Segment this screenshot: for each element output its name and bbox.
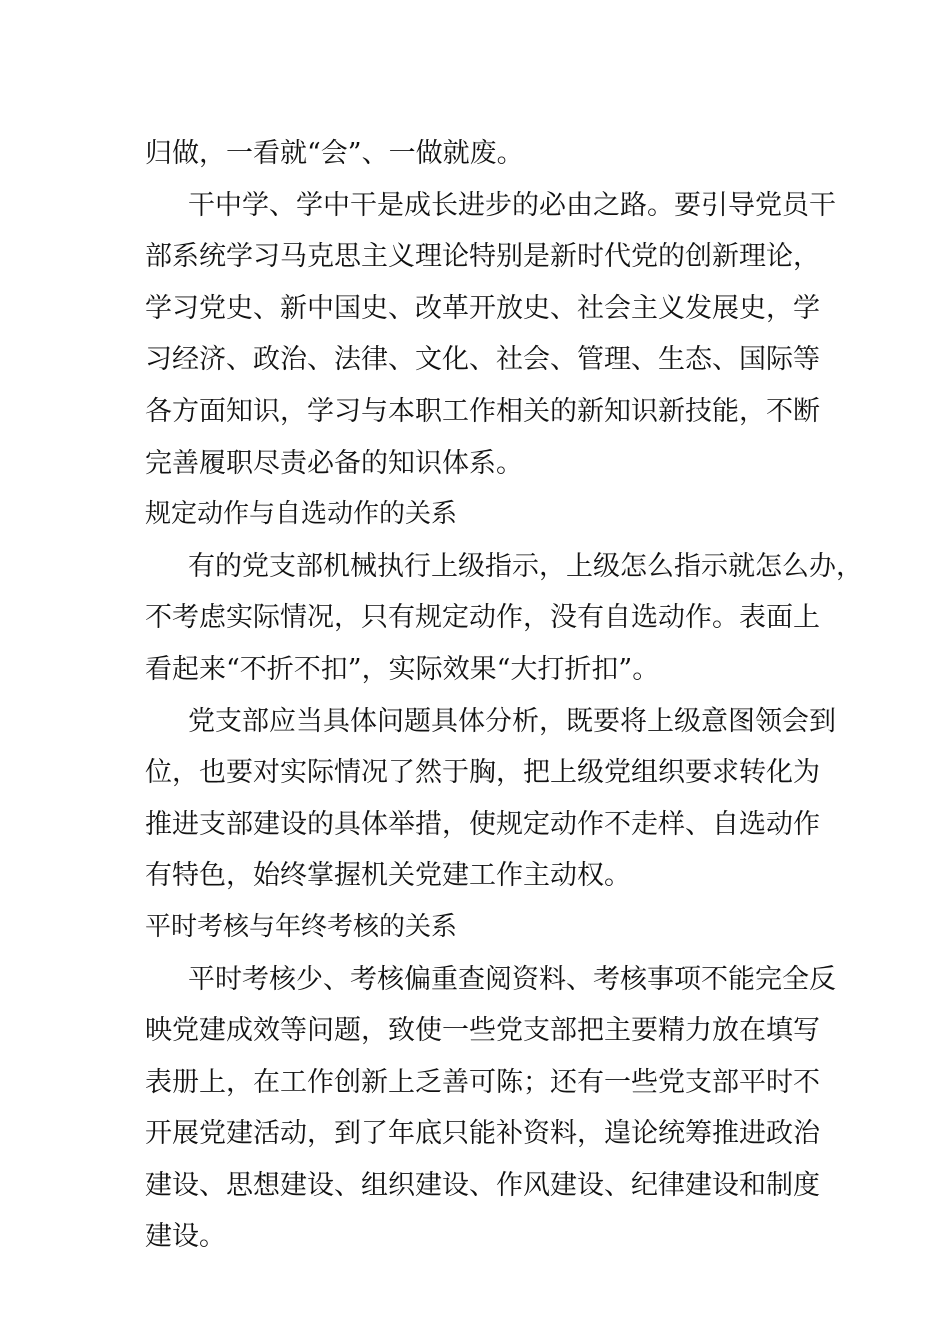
paragraph-line: 映党建成效等问题，致使一些党支部把主要精力放在填写 [145, 1015, 820, 1047]
paragraph-line: 有特色，始终掌握机关党建工作主动权。 [145, 860, 631, 892]
paragraph-line: 平时考核少、考核偏重查阅资料、考核事项不能完全反 [188, 963, 836, 995]
paragraph-line: 党支部应当具体问题具体分析，既要将上级意图领会到 [188, 705, 836, 737]
section-heading: 规定动作与自选动作的关系 [145, 499, 458, 530]
paragraph-line: 习经济、政治、法律、文化、社会、管理、生态、国际等 [145, 344, 820, 376]
paragraph-line: 不考虑实际情况，只有规定动作，没有自选动作。表面上 [145, 602, 820, 634]
paragraph-line: 有的党支部机械执行上级指示，上级怎么指示就怎么办， [188, 550, 863, 582]
paragraph-line: 开展党建活动，到了年底只能补资料，遑论统筹推进政治 [145, 1118, 820, 1150]
paragraph-line: 完善履职尽责必备的知识体系。 [145, 447, 523, 479]
paragraph-line: 建设、思想建设、组织建设、作风建设、纪律建设和制度 [145, 1169, 820, 1201]
paragraph-line: 部系统学习马克思主义理论特别是新时代党的创新理论， [145, 241, 820, 273]
paragraph-line: 各方面知识，学习与本职工作相关的新知识新技能，不断 [145, 395, 820, 427]
paragraph-line: 归做，一看就“会”、一做就废。 [145, 138, 524, 169]
section-heading: 平时考核与年终考核的关系 [145, 911, 458, 942]
document-page [145, 128, 863, 1263]
paragraph-line: 学习党史、新中国史、改革开放史、社会主义发展史，学 [145, 292, 820, 324]
paragraph-line: 干中学、学中干是成长进步的必由之路。要引导党员干 [188, 189, 836, 221]
paragraph-line: 推进支部建设的具体举措，使规定动作不走样、自选动作 [145, 808, 820, 840]
paragraph-line: 表册上，在工作创新上乏善可陈；还有一些党支部平时不 [145, 1066, 820, 1098]
paragraph-line: 位，也要对实际情况了然于胸，把上级党组织要求转化为 [145, 757, 820, 789]
paragraph-line: 看起来“不折不扣”，实际效果“大打折扣”。 [145, 653, 660, 685]
paragraph-line: 建设。 [145, 1221, 226, 1253]
